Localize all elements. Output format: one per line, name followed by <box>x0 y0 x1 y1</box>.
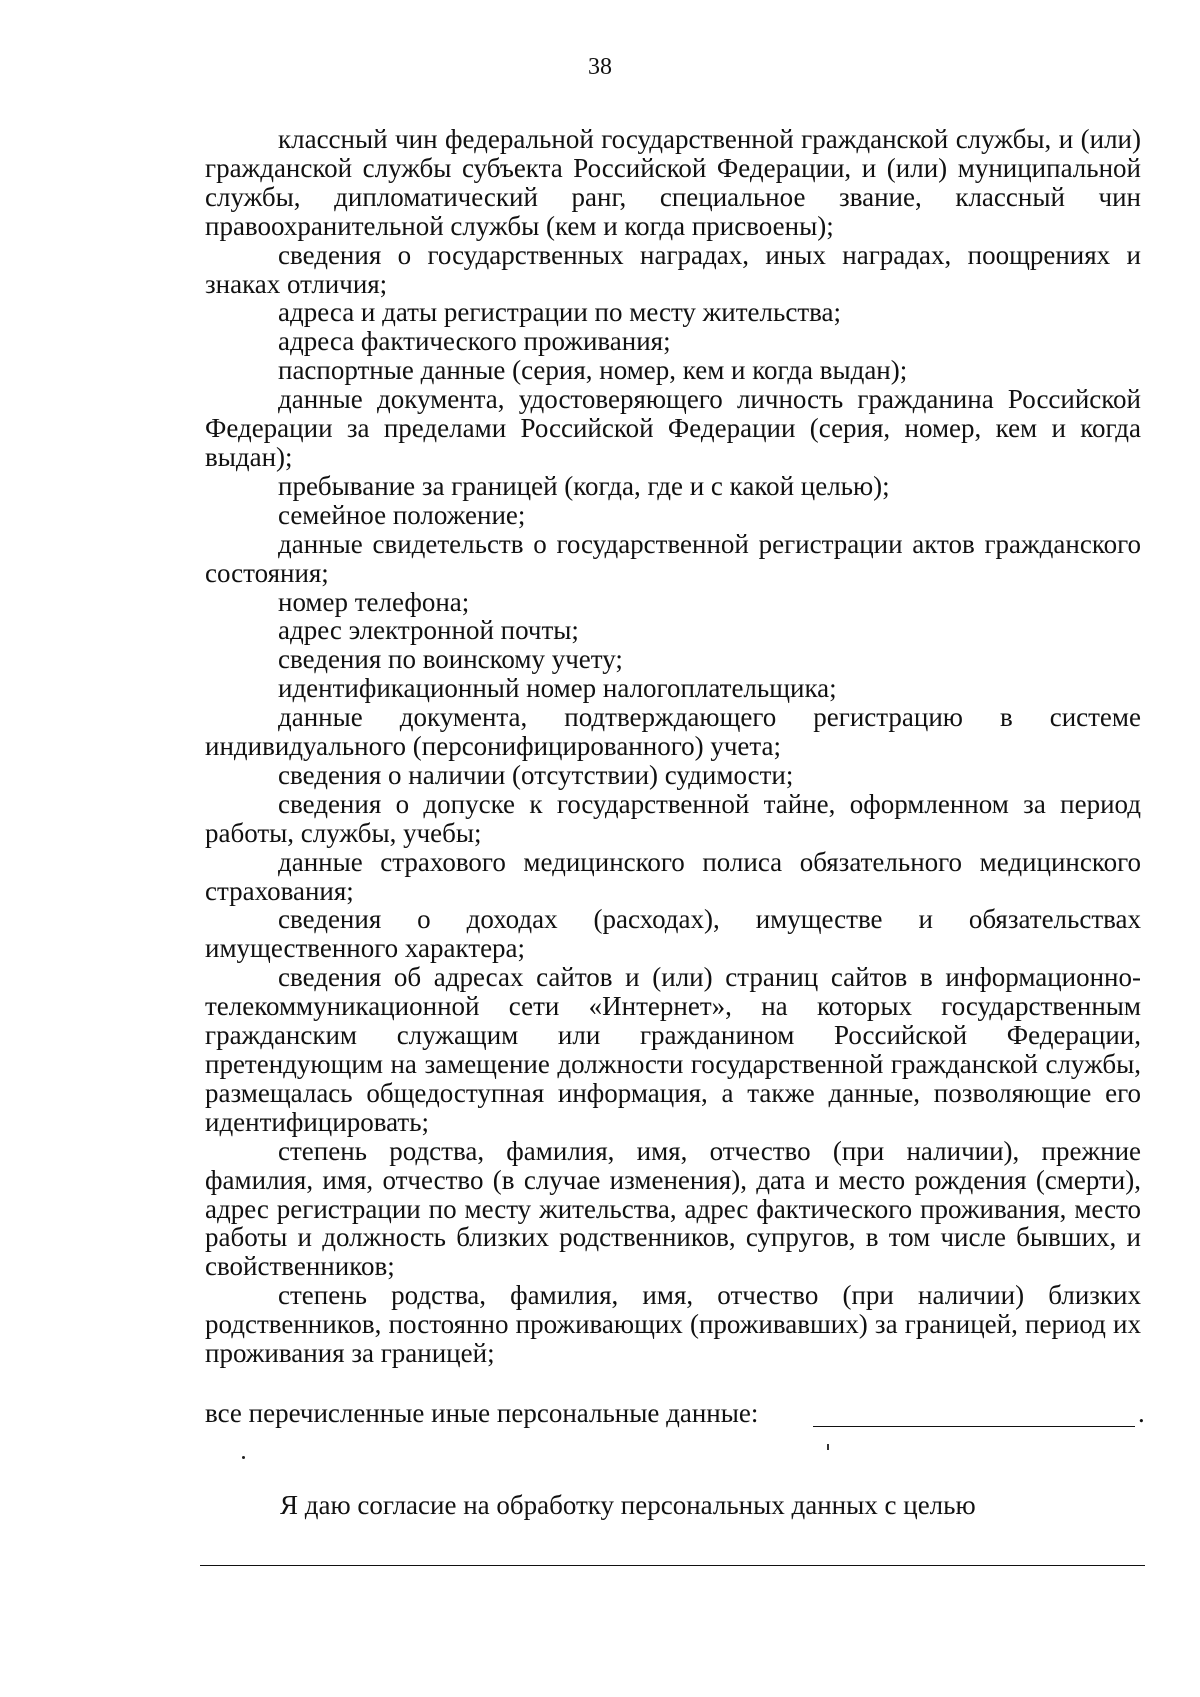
list-item-snils: данные документа, подтверждающего регистрацию в системе индивидуального (персонифицированного) учета; <box>205 702 1141 762</box>
list-item-awards: сведения о государственных наградах, иных наградах, поощрениях и знаках отличия; <box>205 239 1141 299</box>
list-item-civil-acts: данные свидетельств о государственной регистрации актов гражданского состояния; <box>205 528 1141 588</box>
list-item-relatives-abroad: степень родства, фамилия, имя, отчество (при наличии) близких родственников, постоянно проживающих (проживавших) за границей, период их проживания за границей; <box>205 1280 1141 1369</box>
other-data-blank-line[interactable] <box>813 1426 1135 1427</box>
list-item-military: сведения по воинскому учету; <box>278 644 623 675</box>
scan-speck <box>827 1444 829 1450</box>
list-item-class-rank: классный чин федеральной государственной гражданской службы, и (или) гражданской службы субъекта Российской Федерации, и (или) муниципальной службы, дипломатический ранг, специальное звание, классный чин правоохранительной службы (кем и когда присвоены); <box>205 124 1141 241</box>
other-data-field <box>205 1398 1145 1428</box>
list-item-email: адрес электронной почты; <box>278 615 579 646</box>
other-data-label: все перечисленные иные персональные данные: <box>205 1398 759 1428</box>
list-item-phone: номер телефона; <box>278 586 470 617</box>
list-item-medical-policy: данные страхового медицинского полиса обязательного медицинского страхования; <box>205 846 1141 906</box>
list-item-actual-address: адреса фактического проживания; <box>278 326 671 357</box>
list-item-relatives: степень родства, фамилия, имя, отчество (при наличии), прежние фамилия, имя, отчество (в случае изменения), дата и место рождения (смерти), адрес регистрации по месту жительства, адрес фактического проживания, место работы и должность близких родственников, супругов, в том числе бывших, и свойственников; <box>205 1135 1141 1282</box>
page-number: 38 <box>588 54 612 80</box>
list-item-foreign-passport: данные документа, удостоверяющего личность гражданина Российской Федерации за пределами Российской Федерации (серия, номер, кем и когда выдан); <box>205 384 1141 472</box>
list-item-stay-abroad: пребывание за границей (когда, где и с какой целью); <box>278 470 890 501</box>
purpose-blank-line[interactable] <box>200 1565 1145 1566</box>
consent-statement: Я даю согласие на обработку персональных данных с целью <box>280 1490 976 1520</box>
other-data-end-mark: . <box>1138 1398 1145 1428</box>
list-item-criminal-record: сведения о наличии (отсутствии) судимости; <box>278 759 794 790</box>
list-item-marital-status: семейное положение; <box>278 499 526 530</box>
list-item-websites: сведения об адресах сайтов и (или) страниц сайтов в информационно-телекоммуникационной сети «Интернет», на которых государственным гражданским служащим или гражданином Российской Федерации, претендующим на замещение должности государственной гражданской службы, размещалась общедоступная информация, а также данные, позволяющие его идентифицировать; <box>205 962 1141 1137</box>
list-item-state-secret: сведения о допуске к государственной тайне, оформленном за период работы, службы, учебы; <box>205 788 1141 848</box>
list-item-inn: идентификационный номер налогоплательщика; <box>278 673 837 704</box>
scan-speck <box>242 1456 245 1459</box>
list-item-registration-address: адреса и даты регистрации по месту жительства; <box>278 297 841 328</box>
list-item-passport: паспортные данные (серия, номер, кем и когда выдан); <box>278 355 908 386</box>
personal-data-list <box>205 125 1141 1368</box>
list-item-income: сведения о доходах (расходах), имуществе и обязательствах имущественного характера; <box>205 904 1141 964</box>
